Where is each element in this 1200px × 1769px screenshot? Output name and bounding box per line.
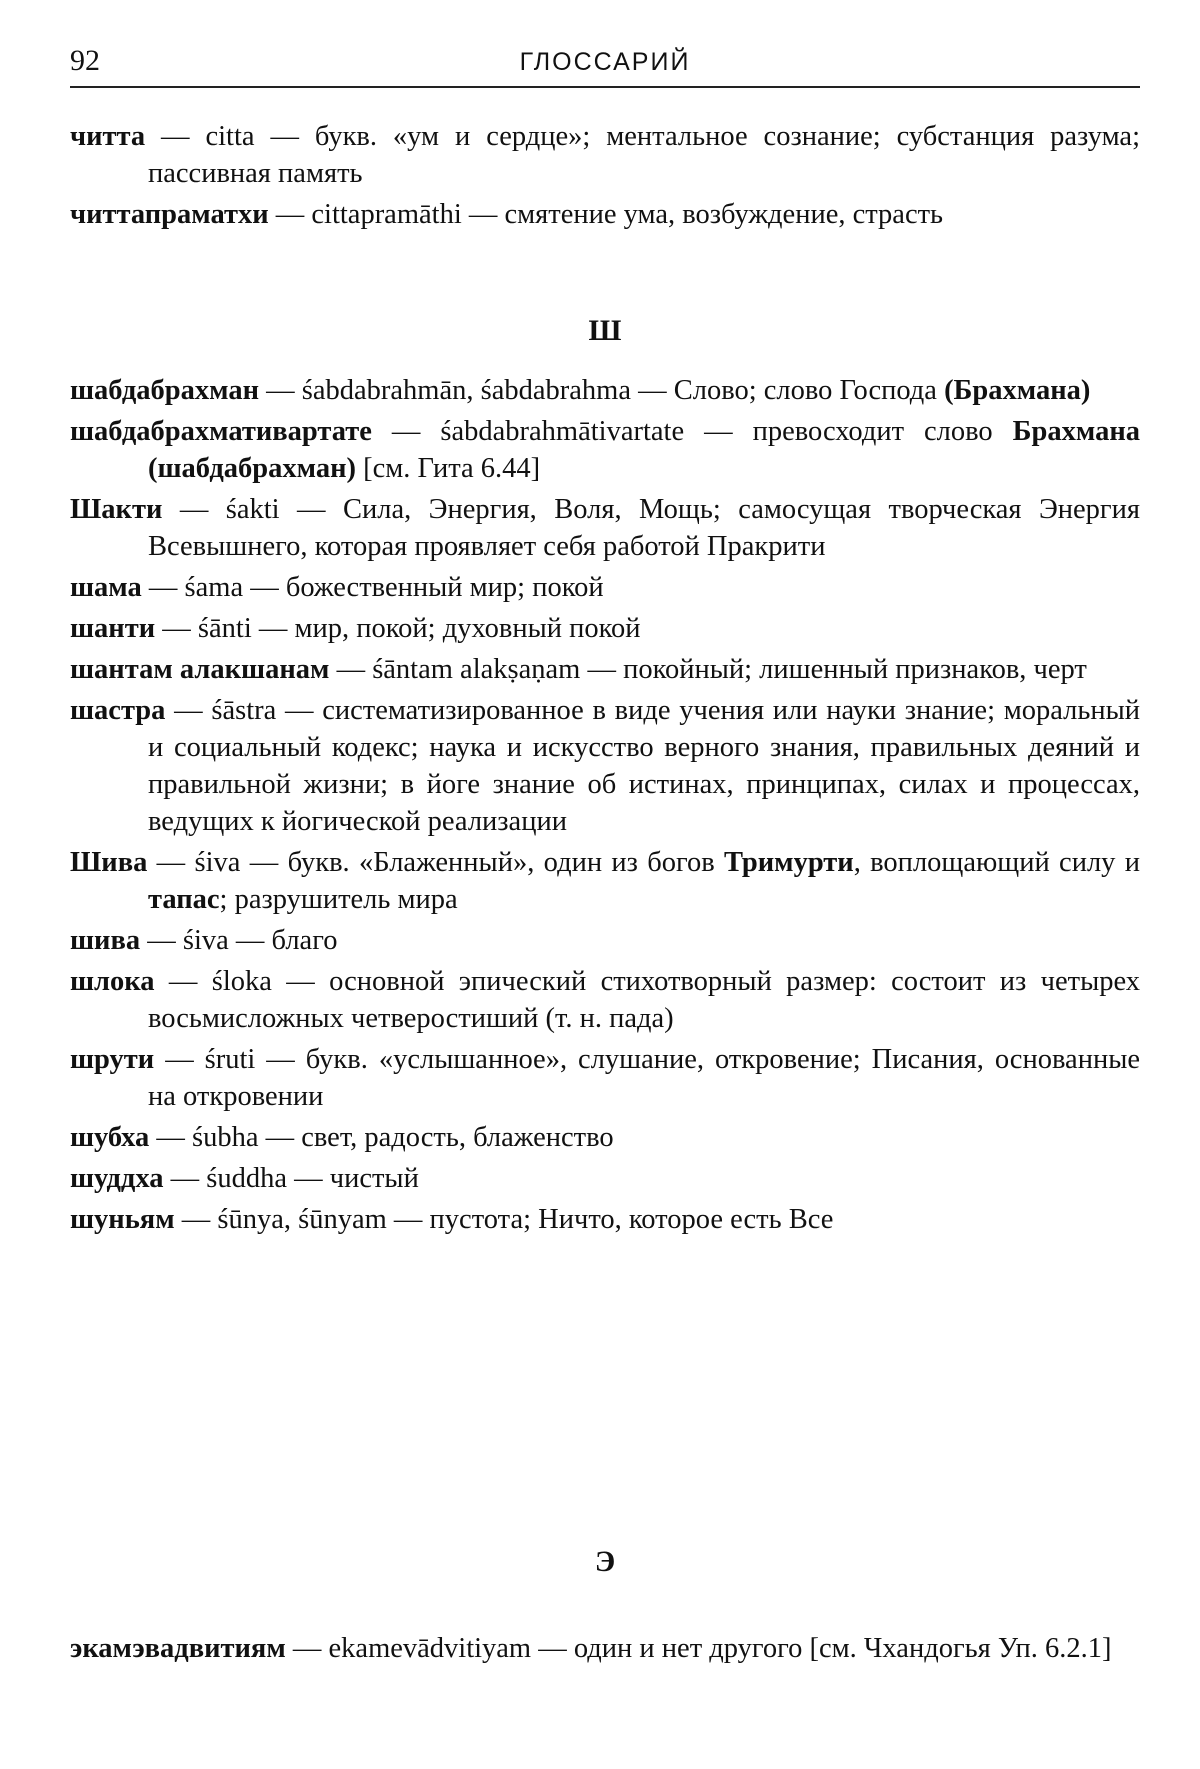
entry-translit: śāntam alakṣaṇam (372, 654, 581, 685)
entry-term: шанти (70, 613, 156, 644)
glossary-entry: шлока — śloka — основной эпический стихотворный размер: состоит из четырех восьмисложных четверостиший (т. н. пада) (70, 966, 1141, 1034)
entry-crossref: тапас (148, 884, 220, 915)
entry-crossref: (Брахмана) (944, 375, 1091, 406)
entry-term: Шакти (70, 494, 163, 525)
entry-definition: основной эпический стихотворный размер: состоит из четырех восьмисложных четверостиший (т. н. пада) (148, 966, 1141, 1034)
entry-term: экамэвадвитиям (70, 1633, 286, 1664)
entry-term: шубха (70, 1122, 150, 1153)
glossary-entry: шантам алакшанам — śāntam alakṣaṇam — покойный; лишенный признаков, черт (70, 654, 1087, 685)
entry-translit: śāstra (211, 695, 277, 726)
glossary-entry: экамэвадвитиям — ekamevādvitiyam — один и нет другого [см. Чхандогья Уп. 6.2.1] (70, 1633, 1112, 1664)
glossary-entry: шабдабрахман — śabdabrahmān, śabdabrahma — Слово; слово Господа (Брахмана) (70, 375, 1091, 406)
entry-translit: śuddha (206, 1163, 287, 1194)
entry-translit: cittapramāthi (311, 199, 462, 230)
entry-definition: Сила, Энергия, Воля, Мощь; самосущая творческая Энергия Всевышнего, которая проявляет себя работой Пракрити (148, 494, 1140, 562)
glossary-entry: шуньям — śūnya, śūnyam — пустота; Ничто, которое есть Все (70, 1204, 834, 1235)
entry-term: читта (70, 121, 146, 152)
entry-term: шуддха (70, 1163, 164, 1194)
section-letter-e: Э (594, 1545, 616, 1578)
entry-translit: citta (205, 121, 255, 152)
glossary-section-e (70, 1630, 1140, 1671)
entry-definition: свет, радость, блаженство (301, 1122, 614, 1153)
entry-translit: śubha (191, 1122, 259, 1153)
entry-definition: чистый (329, 1163, 419, 1194)
entry-term: шуньям (70, 1204, 175, 1235)
entry-translit: śloka (211, 966, 272, 997)
entry-translit: śakti (225, 494, 280, 525)
entry-term: шантам алакшанам (70, 654, 330, 685)
glossary-entry: читта — citta — букв. «ум и сердце»; ментальное сознание; субстанция разума; пассивная память (70, 121, 1141, 189)
entry-term: шабдабрахмативартате (70, 416, 372, 447)
entry-translit: śama (184, 572, 244, 603)
entry-term: шабдабрахман (70, 375, 260, 406)
entry-translit: śānti (197, 613, 252, 644)
glossary-entry: шива — śiva — благо (70, 925, 338, 956)
entry-crossref: Тримурти (723, 847, 854, 878)
section-letter-sha: Ш (588, 314, 622, 347)
glossary-entry: шрути — śruti — букв. «услышанное», слушание, откровение; Писания, основанные на откровении (70, 1044, 1140, 1112)
entry-definition: божественный мир; покой (285, 572, 604, 603)
glossary-section-sha (70, 372, 1140, 1242)
entry-definition: превосходит слово (752, 416, 1013, 447)
entry-translit: śiva (182, 925, 229, 956)
entry-translit: śūnya, śūnyam (217, 1204, 387, 1235)
entry-translit: śiva (194, 847, 241, 878)
entry-translit: śruti (204, 1044, 256, 1075)
page-header (70, 44, 1140, 90)
entry-definition: благо (271, 925, 338, 956)
entry-definition: букв. «услышанное», слушание, откровение; Писания, основанные на откровении (148, 1044, 1140, 1112)
entry-definition-cont: , воплощающий силу и (853, 847, 1141, 878)
entry-definition: смятение ума, возбуждение, страсть (504, 199, 944, 230)
glossary-entry: Шива — śiva — букв. «Блаженный», один из богов Тримурти, воплощающий силу и тапас; разрушитель мира (70, 847, 1141, 915)
entry-definition: мир, покой; духовный покой (294, 613, 641, 644)
entry-term: шама (70, 572, 142, 603)
entry-reference: [см. Гита 6.44] (356, 453, 541, 484)
entry-definition: пустота; Ничто, которое есть Все (429, 1204, 834, 1235)
running-title: ГЛОССАРИЙ (519, 48, 691, 76)
page-number: 92 (70, 44, 100, 77)
glossary-entry: шастра — śāstra — систематизированное в виде учения или науки знание; моральный и социальный кодекс; наука и искусство верного знания, правильных деяний и правильной жизни; в йоге знание об истинах, принципах, силах и процессах, ведущих к йогической реализации (70, 695, 1141, 837)
glossary-section-ch (70, 118, 1140, 237)
entry-crossref: Брахмана (шабдабрахман) (148, 416, 1140, 484)
entry-translit: śabdabrahmātivartate (440, 416, 685, 447)
entry-definition-cont: ; разрушитель мира (219, 884, 458, 915)
entry-translit: ekamevādvitiyam (328, 1633, 532, 1664)
glossary-entry: шама — śama — божественный мир; покой (70, 572, 604, 603)
entry-definition: букв. «ум и сердце»; ментальное сознание; субстанция разума; пассивная память (148, 121, 1141, 189)
entry-term: шастра (70, 695, 166, 726)
entry-definition: один и нет другого [см. Чхандогья Уп. 6.2.1] (573, 1633, 1112, 1664)
entry-definition: Слово; слово Господа (673, 375, 945, 406)
entry-definition: систематизированное в виде учения или науки знание; моральный и социальный кодекс; наука и искусство верного знания, правильных деяний и правильной жизни; в йоге знание об истинах, принципах, силах и процессах, ведущих к йогической реализации (148, 695, 1141, 837)
glossary-entry: шуддха — śuddha — чистый (70, 1163, 419, 1194)
glossary-entry: читтапраматхи — cittapramāthi — смятение ума, возбуждение, страсть (70, 199, 944, 230)
glossary-entry: шабдабрахмативартате — śabdabrahmātivartate — превосходит слово Брахмана (шабдабрахман) [см. Гита 6.44] (70, 416, 1140, 484)
glossary-entry: шанти — śānti — мир, покой; духовный покой (70, 613, 641, 644)
glossary-entry: Шакти — śakti — Сила, Энергия, Воля, Мощь; самосущая творческая Энергия Всевышнего, которая проявляет себя работой Пракрити (70, 494, 1140, 562)
entry-translit: śabdabrahmān, śabdabrahma (301, 375, 631, 406)
entry-term: шлока (70, 966, 155, 997)
glossary-entry: шубха — śubha — свет, радость, блаженство (70, 1122, 614, 1153)
header-rule (70, 86, 1140, 88)
entry-definition: букв. «Блаженный», один из богов (287, 847, 724, 878)
entry-definition: покойный; лишенный признаков, черт (623, 654, 1087, 685)
entry-term: шрути (70, 1044, 155, 1075)
entry-term: читтапраматхи (70, 199, 269, 230)
entry-term: Шива (70, 847, 148, 878)
entry-term: шива (70, 925, 141, 956)
